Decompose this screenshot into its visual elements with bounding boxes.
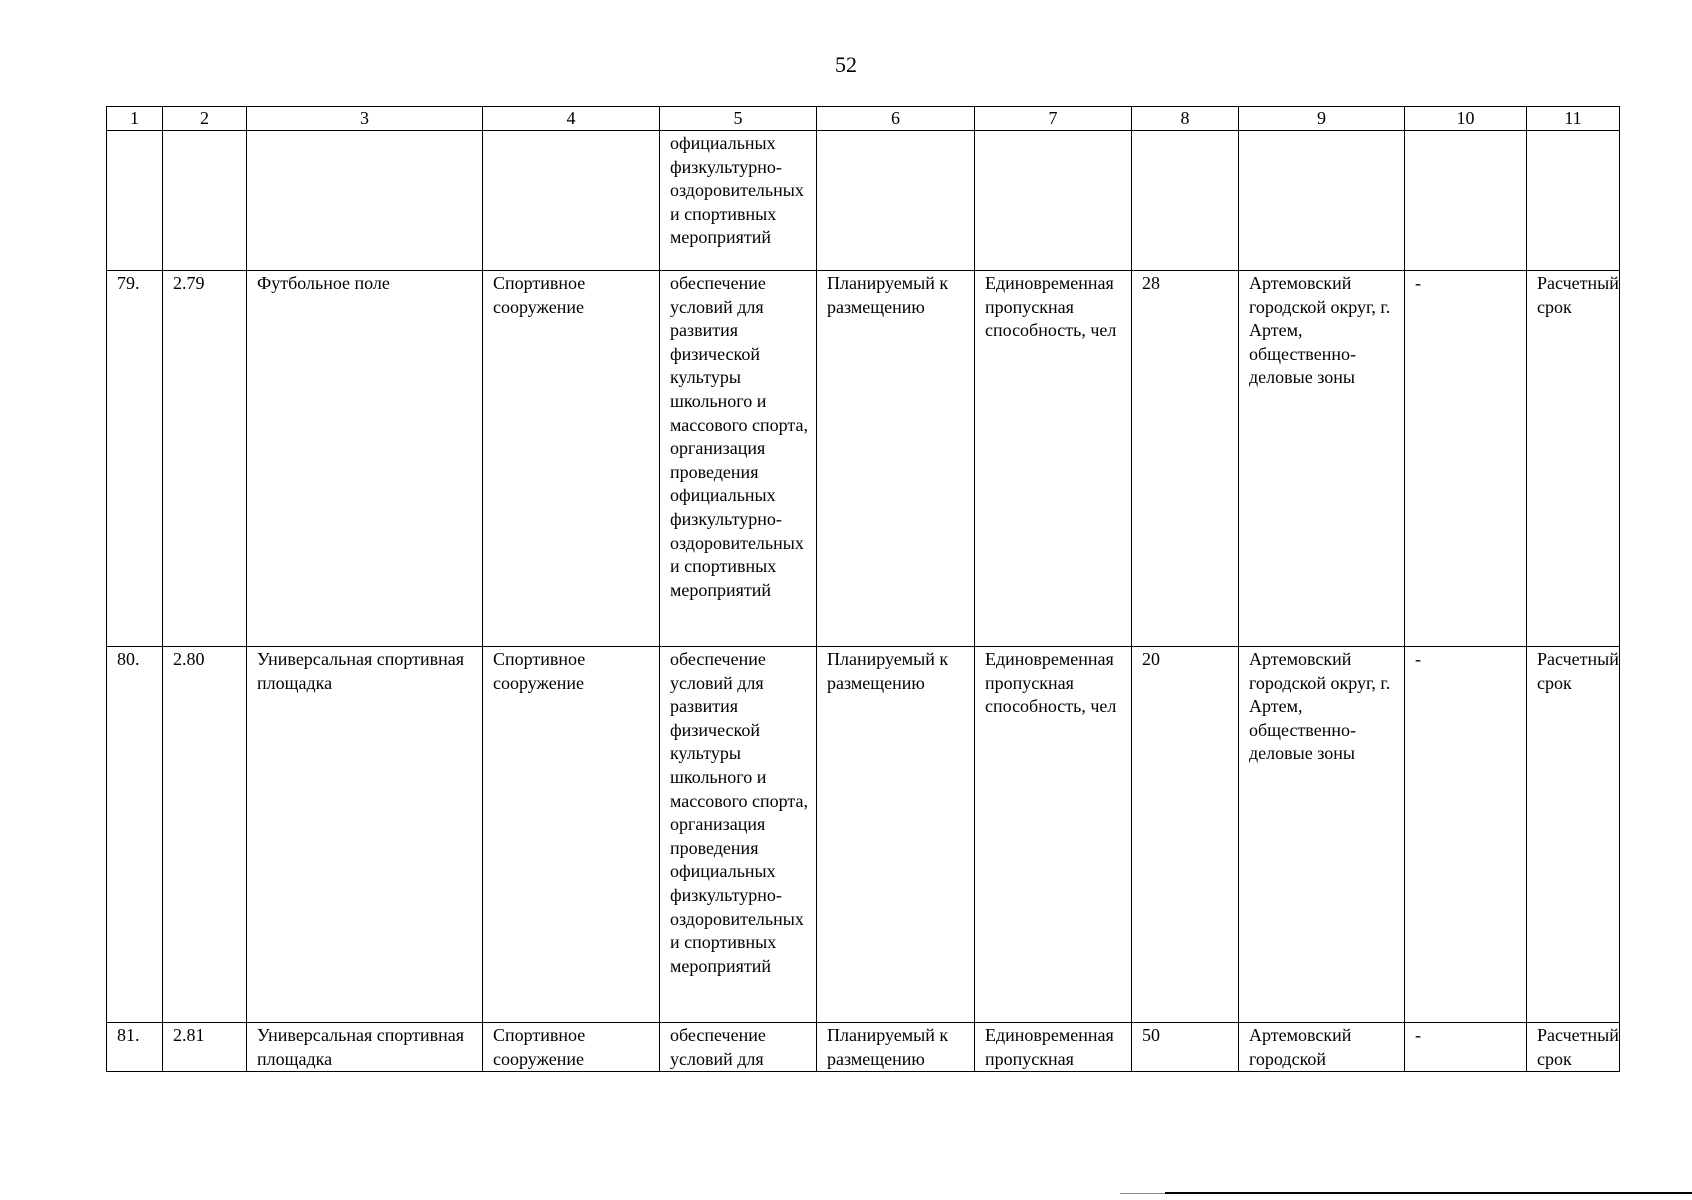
- table-row: [107, 647, 1620, 1023]
- header-cell: 8: [1132, 107, 1239, 131]
- cell-empty: [247, 131, 483, 271]
- header-cell: 11: [1527, 107, 1620, 131]
- cell-number: 81.: [107, 1023, 163, 1072]
- cell-value: 50: [1132, 1023, 1239, 1072]
- table-row-continuation: [107, 131, 1620, 271]
- cell-value: 20: [1132, 647, 1239, 1023]
- cell-purpose: официальных физкультурно-оздоровительных и спортивных мероприятий: [660, 131, 817, 271]
- cell-type: Спортивное сооружение: [483, 271, 660, 647]
- cell-status: Планируемый к размещению: [817, 271, 975, 647]
- cell-location: Артемовский городской округ, г. Артем, общественно-деловые зоны: [1239, 271, 1405, 647]
- cell-characteristic: Единовременная пропускная: [975, 1023, 1132, 1072]
- cell-term: Расчетный срок: [1527, 647, 1620, 1023]
- cell-empty: [1527, 131, 1620, 271]
- cell-type: Спортивное сооружение: [483, 1023, 660, 1072]
- cell-location: Артемовский городской: [1239, 1023, 1405, 1072]
- header-cell: 7: [975, 107, 1132, 131]
- header-cell: 1: [107, 107, 163, 131]
- header-cell: 4: [483, 107, 660, 131]
- cell-empty: [1132, 131, 1239, 271]
- footer-rule-faint: [1120, 1193, 1165, 1194]
- table-row: [107, 271, 1620, 647]
- cell-name: Универсальная спортивная площадка: [247, 1023, 483, 1072]
- cell-empty: [1405, 131, 1527, 271]
- cell-name: Футбольное поле: [247, 271, 483, 647]
- cell-location: Артемовский городской округ, г. Артем, общественно-деловые зоны: [1239, 647, 1405, 1023]
- cell-empty: [163, 131, 247, 271]
- table-header-row: [107, 107, 1620, 131]
- cell-empty: [1239, 131, 1405, 271]
- cell-empty: [483, 131, 660, 271]
- cell-zone: -: [1405, 647, 1527, 1023]
- cell-term: Расчетный срок: [1527, 1023, 1620, 1072]
- cell-code: 2.80: [163, 647, 247, 1023]
- cell-code: 2.79: [163, 271, 247, 647]
- cell-value: 28: [1132, 271, 1239, 647]
- cell-type: Спортивное сооружение: [483, 647, 660, 1023]
- cell-zone: -: [1405, 271, 1527, 647]
- table-row: [107, 1023, 1620, 1072]
- cell-empty: [817, 131, 975, 271]
- header-cell: 9: [1239, 107, 1405, 131]
- footer-rule: [1165, 1192, 1692, 1194]
- cell-status: Планируемый к размещению: [817, 647, 975, 1023]
- cell-number: 80.: [107, 647, 163, 1023]
- cell-zone: -: [1405, 1023, 1527, 1072]
- header-cell: 5: [660, 107, 817, 131]
- data-table: [106, 106, 1620, 1072]
- header-cell: 2: [163, 107, 247, 131]
- cell-number: 79.: [107, 271, 163, 647]
- cell-purpose: обеспечение условий для: [660, 1023, 817, 1072]
- cell-characteristic: Единовременная пропускная способность, чел: [975, 647, 1132, 1023]
- cell-purpose: обеспечение условий для развития физической культуры школьного и массового спорта, организация проведения официальных физкультурно-оздоровительных и спортивных мероприятий: [660, 647, 817, 1023]
- header-cell: 6: [817, 107, 975, 131]
- cell-code: 2.81: [163, 1023, 247, 1072]
- cell-name: Универсальная спортивная площадка: [247, 647, 483, 1023]
- header-cell: 10: [1405, 107, 1527, 131]
- cell-empty: [107, 131, 163, 271]
- header-cell: 3: [247, 107, 483, 131]
- cell-empty: [975, 131, 1132, 271]
- cell-status: Планируемый к размещению: [817, 1023, 975, 1072]
- cell-characteristic: Единовременная пропускная способность, чел: [975, 271, 1132, 647]
- cell-term: Расчетный срок: [1527, 271, 1620, 647]
- page-number: 52: [835, 52, 857, 77]
- cell-purpose: обеспечение условий для развития физической культуры школьного и массового спорта, организация проведения официальных физкультурно-оздоровительных и спортивных мероприятий: [660, 271, 817, 647]
